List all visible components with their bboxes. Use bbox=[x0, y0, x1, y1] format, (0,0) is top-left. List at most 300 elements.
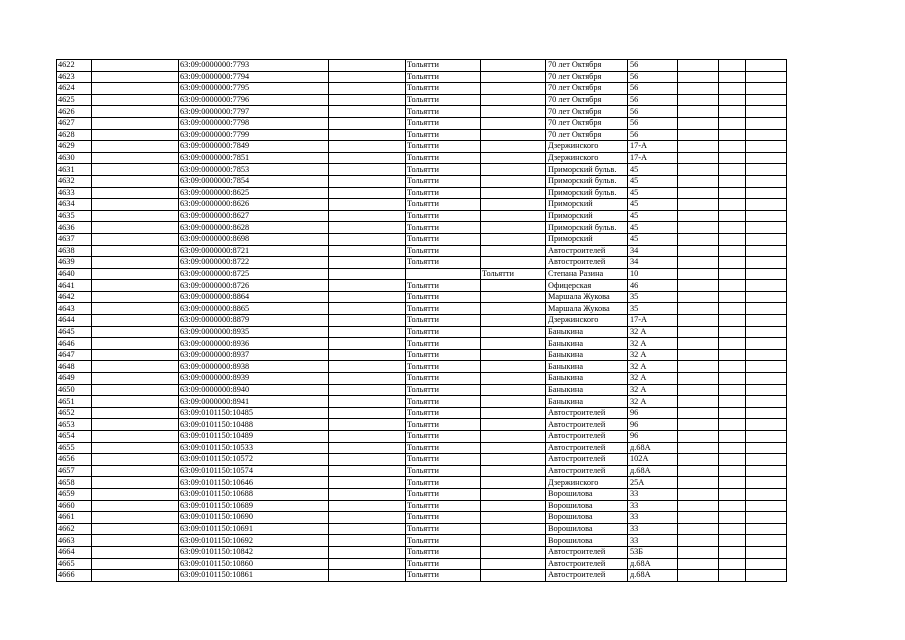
empty-cell bbox=[678, 419, 719, 431]
cadastral-number-cell: 63:09:0000000:8698 bbox=[179, 233, 329, 245]
empty-cell bbox=[719, 465, 746, 477]
city-alt-cell bbox=[481, 129, 546, 141]
empty-cell bbox=[746, 187, 787, 199]
row-number-cell: 4632 bbox=[57, 175, 92, 187]
cadastral-number-cell: 63:09:0000000:8625 bbox=[179, 187, 329, 199]
empty-cell bbox=[678, 152, 719, 164]
empty-cell bbox=[719, 431, 746, 443]
empty-cell bbox=[719, 129, 746, 141]
empty-cell bbox=[719, 117, 746, 129]
empty-cell bbox=[719, 60, 746, 72]
row-number-cell: 4625 bbox=[57, 94, 92, 106]
table-row bbox=[57, 431, 787, 443]
empty-cell bbox=[92, 558, 179, 570]
street-cell: Дзержинского bbox=[546, 477, 628, 489]
empty-cell bbox=[719, 535, 746, 547]
empty-cell bbox=[719, 222, 746, 234]
empty-cell bbox=[329, 454, 406, 466]
house-number-cell: 35 bbox=[628, 291, 678, 303]
empty-cell bbox=[92, 222, 179, 234]
row-number-cell: 4649 bbox=[57, 373, 92, 385]
table-body bbox=[57, 60, 787, 582]
empty-cell bbox=[746, 164, 787, 176]
row-number-cell: 4650 bbox=[57, 384, 92, 396]
table-row bbox=[57, 465, 787, 477]
city-cell: Тольятти bbox=[406, 454, 481, 466]
table-row bbox=[57, 500, 787, 512]
street-cell: Приморский bbox=[546, 233, 628, 245]
street-cell: Маршала Жукова bbox=[546, 291, 628, 303]
empty-cell bbox=[746, 546, 787, 558]
city-cell: Тольятти bbox=[406, 222, 481, 234]
street-cell: Автостроителей bbox=[546, 558, 628, 570]
empty-cell bbox=[329, 106, 406, 118]
empty-cell bbox=[329, 546, 406, 558]
city-alt-cell bbox=[481, 210, 546, 222]
street-cell: Автостроителей bbox=[546, 431, 628, 443]
street-cell: Баныкина bbox=[546, 326, 628, 338]
city-alt-cell bbox=[481, 83, 546, 95]
empty-cell bbox=[92, 361, 179, 373]
city-alt-cell bbox=[481, 164, 546, 176]
table-row bbox=[57, 222, 787, 234]
empty-cell bbox=[329, 175, 406, 187]
city-alt-cell bbox=[481, 175, 546, 187]
empty-cell bbox=[719, 477, 746, 489]
city-cell: Тольятти bbox=[406, 373, 481, 385]
empty-cell bbox=[746, 257, 787, 269]
street-cell: Автостроителей bbox=[546, 465, 628, 477]
row-number-cell: 4639 bbox=[57, 257, 92, 269]
empty-cell bbox=[92, 512, 179, 524]
city-alt-cell bbox=[481, 257, 546, 269]
city-alt-cell bbox=[481, 558, 546, 570]
empty-cell bbox=[329, 523, 406, 535]
empty-cell bbox=[92, 187, 179, 199]
empty-cell bbox=[329, 303, 406, 315]
empty-cell bbox=[329, 222, 406, 234]
empty-cell bbox=[329, 500, 406, 512]
empty-cell bbox=[92, 373, 179, 385]
city-cell: Тольятти bbox=[406, 152, 481, 164]
city-cell: Тольятти bbox=[406, 257, 481, 269]
empty-cell bbox=[329, 315, 406, 327]
empty-cell bbox=[719, 199, 746, 211]
empty-cell bbox=[746, 71, 787, 83]
city-alt-cell bbox=[481, 141, 546, 153]
city-cell: Тольятти bbox=[406, 245, 481, 257]
empty-cell bbox=[719, 349, 746, 361]
empty-cell bbox=[92, 199, 179, 211]
city-cell: Тольятти bbox=[406, 349, 481, 361]
street-cell: 70 лет Октября bbox=[546, 129, 628, 141]
empty-cell bbox=[746, 106, 787, 118]
street-cell: Баныкина bbox=[546, 396, 628, 408]
city-cell: Тольятти bbox=[406, 291, 481, 303]
cadastral-number-cell: 63:09:0000000:7797 bbox=[179, 106, 329, 118]
street-cell: Автостроителей bbox=[546, 546, 628, 558]
house-number-cell: д.68А bbox=[628, 465, 678, 477]
empty-cell bbox=[746, 419, 787, 431]
empty-cell bbox=[719, 210, 746, 222]
street-cell: Приморский бульв. bbox=[546, 175, 628, 187]
table-row bbox=[57, 454, 787, 466]
table-row bbox=[57, 94, 787, 106]
street-cell: Автостроителей bbox=[546, 407, 628, 419]
empty-cell bbox=[92, 245, 179, 257]
empty-cell bbox=[678, 106, 719, 118]
house-number-cell: 96 bbox=[628, 431, 678, 443]
row-number-cell: 4651 bbox=[57, 396, 92, 408]
empty-cell bbox=[719, 187, 746, 199]
cadastral-number-cell: 63:09:0000000:8725 bbox=[179, 268, 329, 280]
table-row bbox=[57, 152, 787, 164]
cadastral-number-cell: 63:09:0000000:8940 bbox=[179, 384, 329, 396]
city-cell: Тольятти bbox=[406, 175, 481, 187]
empty-cell bbox=[719, 558, 746, 570]
house-number-cell: 32 А bbox=[628, 361, 678, 373]
empty-cell bbox=[746, 338, 787, 350]
cadastral-number-cell: 63:09:0101150:10842 bbox=[179, 546, 329, 558]
row-number-cell: 4665 bbox=[57, 558, 92, 570]
street-cell: Приморский bbox=[546, 199, 628, 211]
empty-cell bbox=[678, 291, 719, 303]
table-row bbox=[57, 512, 787, 524]
house-number-cell: 45 bbox=[628, 187, 678, 199]
row-number-cell: 4655 bbox=[57, 442, 92, 454]
empty-cell bbox=[92, 129, 179, 141]
row-number-cell: 4634 bbox=[57, 199, 92, 211]
empty-cell bbox=[329, 442, 406, 454]
street-cell: Ворошилова bbox=[546, 535, 628, 547]
empty-cell bbox=[678, 512, 719, 524]
empty-cell bbox=[92, 210, 179, 222]
empty-cell bbox=[746, 512, 787, 524]
empty-cell bbox=[746, 94, 787, 106]
cadastral-number-cell: 63:09:0000000:7796 bbox=[179, 94, 329, 106]
empty-cell bbox=[678, 442, 719, 454]
empty-cell bbox=[678, 315, 719, 327]
house-number-cell: 56 bbox=[628, 106, 678, 118]
house-number-cell: 34 bbox=[628, 257, 678, 269]
empty-cell bbox=[678, 94, 719, 106]
empty-cell bbox=[329, 326, 406, 338]
table-row bbox=[57, 175, 787, 187]
cadastral-number-cell: 63:09:0000000:8935 bbox=[179, 326, 329, 338]
empty-cell bbox=[329, 268, 406, 280]
table-row bbox=[57, 164, 787, 176]
empty-cell bbox=[329, 141, 406, 153]
cadastral-number-cell: 63:09:0101150:10646 bbox=[179, 477, 329, 489]
city-cell: Тольятти bbox=[406, 60, 481, 72]
street-cell: Баныкина bbox=[546, 373, 628, 385]
empty-cell bbox=[719, 106, 746, 118]
empty-cell bbox=[329, 83, 406, 95]
city-cell: Тольятти bbox=[406, 106, 481, 118]
empty-cell bbox=[746, 152, 787, 164]
city-alt-cell bbox=[481, 477, 546, 489]
empty-cell bbox=[329, 60, 406, 72]
city-alt-cell bbox=[481, 245, 546, 257]
empty-cell bbox=[678, 175, 719, 187]
empty-cell bbox=[746, 268, 787, 280]
empty-cell bbox=[719, 257, 746, 269]
empty-cell bbox=[92, 500, 179, 512]
empty-cell bbox=[92, 60, 179, 72]
city-cell: Тольятти bbox=[406, 384, 481, 396]
cadastral-number-cell: 63:09:0000000:8721 bbox=[179, 245, 329, 257]
empty-cell bbox=[719, 500, 746, 512]
house-number-cell: 33 bbox=[628, 535, 678, 547]
cadastral-number-cell: 63:09:0101150:10488 bbox=[179, 419, 329, 431]
empty-cell bbox=[329, 94, 406, 106]
empty-cell bbox=[678, 245, 719, 257]
cadastral-number-cell: 63:09:0000000:8628 bbox=[179, 222, 329, 234]
city-cell bbox=[406, 268, 481, 280]
cadastral-number-cell: 63:09:0101150:10692 bbox=[179, 535, 329, 547]
cadastral-number-cell: 63:09:0000000:8938 bbox=[179, 361, 329, 373]
table-row bbox=[57, 535, 787, 547]
cadastral-number-cell: 63:09:0000000:8879 bbox=[179, 315, 329, 327]
table-row bbox=[57, 477, 787, 489]
row-number-cell: 4641 bbox=[57, 280, 92, 292]
empty-cell bbox=[746, 558, 787, 570]
empty-cell bbox=[746, 442, 787, 454]
city-alt-cell bbox=[481, 303, 546, 315]
house-number-cell: 46 bbox=[628, 280, 678, 292]
house-number-cell: 45 bbox=[628, 199, 678, 211]
empty-cell bbox=[719, 280, 746, 292]
city-cell: Тольятти bbox=[406, 512, 481, 524]
house-number-cell: 17-А bbox=[628, 152, 678, 164]
empty-cell bbox=[329, 465, 406, 477]
house-number-cell: 35 bbox=[628, 303, 678, 315]
street-cell: Баныкина bbox=[546, 349, 628, 361]
city-alt-cell bbox=[481, 280, 546, 292]
house-number-cell: 45 bbox=[628, 164, 678, 176]
row-number-cell: 4637 bbox=[57, 233, 92, 245]
city-alt-cell bbox=[481, 546, 546, 558]
table-row bbox=[57, 349, 787, 361]
city-alt-cell bbox=[481, 512, 546, 524]
street-cell: Приморский бульв. bbox=[546, 164, 628, 176]
street-cell: Дзержинского bbox=[546, 315, 628, 327]
city-cell: Тольятти bbox=[406, 199, 481, 211]
row-number-cell: 4659 bbox=[57, 488, 92, 500]
empty-cell bbox=[678, 83, 719, 95]
city-cell: Тольятти bbox=[406, 500, 481, 512]
empty-cell bbox=[719, 326, 746, 338]
empty-cell bbox=[746, 315, 787, 327]
house-number-cell: 32 А bbox=[628, 373, 678, 385]
empty-cell bbox=[678, 546, 719, 558]
empty-cell bbox=[329, 71, 406, 83]
city-alt-cell bbox=[481, 396, 546, 408]
city-cell: Тольятти bbox=[406, 442, 481, 454]
spreadsheet-table bbox=[56, 59, 787, 582]
empty-cell bbox=[746, 60, 787, 72]
empty-cell bbox=[719, 488, 746, 500]
empty-cell bbox=[92, 396, 179, 408]
house-number-cell: 45 bbox=[628, 210, 678, 222]
empty-cell bbox=[678, 222, 719, 234]
city-cell: Тольятти bbox=[406, 407, 481, 419]
table-row bbox=[57, 419, 787, 431]
house-number-cell: 33 bbox=[628, 500, 678, 512]
empty-cell bbox=[329, 535, 406, 547]
city-cell: Тольятти bbox=[406, 71, 481, 83]
empty-cell bbox=[92, 523, 179, 535]
cadastral-number-cell: 63:09:0000000:7851 bbox=[179, 152, 329, 164]
row-number-cell: 4633 bbox=[57, 187, 92, 199]
empty-cell bbox=[92, 535, 179, 547]
table-row bbox=[57, 384, 787, 396]
empty-cell bbox=[678, 454, 719, 466]
empty-cell bbox=[746, 535, 787, 547]
city-alt-cell bbox=[481, 535, 546, 547]
empty-cell bbox=[746, 396, 787, 408]
empty-cell bbox=[329, 117, 406, 129]
empty-cell bbox=[746, 488, 787, 500]
empty-cell bbox=[92, 71, 179, 83]
street-cell: Ворошилова bbox=[546, 523, 628, 535]
empty-cell bbox=[329, 199, 406, 211]
empty-cell bbox=[678, 477, 719, 489]
cadastral-number-cell: 63:09:0101150:10574 bbox=[179, 465, 329, 477]
empty-cell bbox=[92, 141, 179, 153]
street-cell: 70 лет Октября bbox=[546, 60, 628, 72]
city-alt-cell bbox=[481, 384, 546, 396]
empty-cell bbox=[329, 164, 406, 176]
city-cell: Тольятти bbox=[406, 431, 481, 443]
empty-cell bbox=[92, 454, 179, 466]
row-number-cell: 4664 bbox=[57, 546, 92, 558]
empty-cell bbox=[719, 245, 746, 257]
table-row bbox=[57, 488, 787, 500]
city-alt-cell bbox=[481, 349, 546, 361]
city-cell: Тольятти bbox=[406, 141, 481, 153]
row-number-cell: 4654 bbox=[57, 431, 92, 443]
empty-cell bbox=[329, 373, 406, 385]
street-cell: Ворошилова bbox=[546, 500, 628, 512]
empty-cell bbox=[719, 570, 746, 582]
house-number-cell: 34 bbox=[628, 245, 678, 257]
city-cell: Тольятти bbox=[406, 488, 481, 500]
house-number-cell: 56 bbox=[628, 94, 678, 106]
cadastral-number-cell: 63:09:0000000:7849 bbox=[179, 141, 329, 153]
empty-cell bbox=[719, 152, 746, 164]
street-cell: 70 лет Октября bbox=[546, 117, 628, 129]
city-alt-cell bbox=[481, 431, 546, 443]
row-number-cell: 4622 bbox=[57, 60, 92, 72]
empty-cell bbox=[678, 164, 719, 176]
empty-cell bbox=[719, 512, 746, 524]
city-alt-cell bbox=[481, 570, 546, 582]
empty-cell bbox=[746, 361, 787, 373]
cadastral-number-cell: 63:09:0000000:7793 bbox=[179, 60, 329, 72]
house-number-cell: 96 bbox=[628, 407, 678, 419]
table-row bbox=[57, 233, 787, 245]
empty-cell bbox=[92, 431, 179, 443]
empty-cell bbox=[746, 454, 787, 466]
city-alt-cell bbox=[481, 419, 546, 431]
table-row bbox=[57, 199, 787, 211]
street-cell: Автостроителей bbox=[546, 419, 628, 431]
empty-cell bbox=[329, 280, 406, 292]
empty-cell bbox=[746, 117, 787, 129]
city-cell: Тольятти bbox=[406, 315, 481, 327]
house-number-cell: 56 bbox=[628, 71, 678, 83]
empty-cell bbox=[746, 384, 787, 396]
cadastral-number-cell: 63:09:0000000:7794 bbox=[179, 71, 329, 83]
table-row bbox=[57, 117, 787, 129]
cadastral-number-cell: 63:09:0000000:8937 bbox=[179, 349, 329, 361]
city-cell: Тольятти bbox=[406, 326, 481, 338]
empty-cell bbox=[678, 431, 719, 443]
empty-cell bbox=[746, 407, 787, 419]
empty-cell bbox=[92, 117, 179, 129]
house-number-cell: 102А bbox=[628, 454, 678, 466]
row-number-cell: 4646 bbox=[57, 338, 92, 350]
empty-cell bbox=[746, 280, 787, 292]
empty-cell bbox=[329, 338, 406, 350]
street-cell: 70 лет Октября bbox=[546, 83, 628, 95]
table-row bbox=[57, 558, 787, 570]
row-number-cell: 4623 bbox=[57, 71, 92, 83]
empty-cell bbox=[719, 94, 746, 106]
city-cell: Тольятти bbox=[406, 396, 481, 408]
empty-cell bbox=[719, 141, 746, 153]
empty-cell bbox=[678, 210, 719, 222]
house-number-cell: 33 bbox=[628, 512, 678, 524]
empty-cell bbox=[746, 477, 787, 489]
city-alt-cell bbox=[481, 94, 546, 106]
cadastral-number-cell: 63:09:0101150:10533 bbox=[179, 442, 329, 454]
city-cell: Тольятти bbox=[406, 535, 481, 547]
empty-cell bbox=[329, 477, 406, 489]
city-alt-cell bbox=[481, 500, 546, 512]
table-row bbox=[57, 141, 787, 153]
table-row bbox=[57, 407, 787, 419]
city-cell: Тольятти bbox=[406, 187, 481, 199]
empty-cell bbox=[92, 315, 179, 327]
empty-cell bbox=[678, 187, 719, 199]
empty-cell bbox=[92, 152, 179, 164]
empty-cell bbox=[678, 60, 719, 72]
street-cell: Приморский бульв. bbox=[546, 222, 628, 234]
house-number-cell: 32 А bbox=[628, 326, 678, 338]
city-alt-cell bbox=[481, 454, 546, 466]
house-number-cell: 56 bbox=[628, 60, 678, 72]
house-number-cell: 53Б bbox=[628, 546, 678, 558]
empty-cell bbox=[678, 373, 719, 385]
table-row bbox=[57, 83, 787, 95]
street-cell: Приморский bbox=[546, 210, 628, 222]
empty-cell bbox=[746, 233, 787, 245]
cadastral-number-cell: 63:09:0000000:7799 bbox=[179, 129, 329, 141]
table-row bbox=[57, 315, 787, 327]
street-cell: Баныкина bbox=[546, 338, 628, 350]
row-number-cell: 4626 bbox=[57, 106, 92, 118]
empty-cell bbox=[678, 523, 719, 535]
empty-cell bbox=[678, 268, 719, 280]
city-alt-cell bbox=[481, 187, 546, 199]
table-row bbox=[57, 187, 787, 199]
street-cell: 70 лет Октября bbox=[546, 106, 628, 118]
city-cell: Тольятти bbox=[406, 280, 481, 292]
empty-cell bbox=[678, 384, 719, 396]
empty-cell bbox=[92, 257, 179, 269]
